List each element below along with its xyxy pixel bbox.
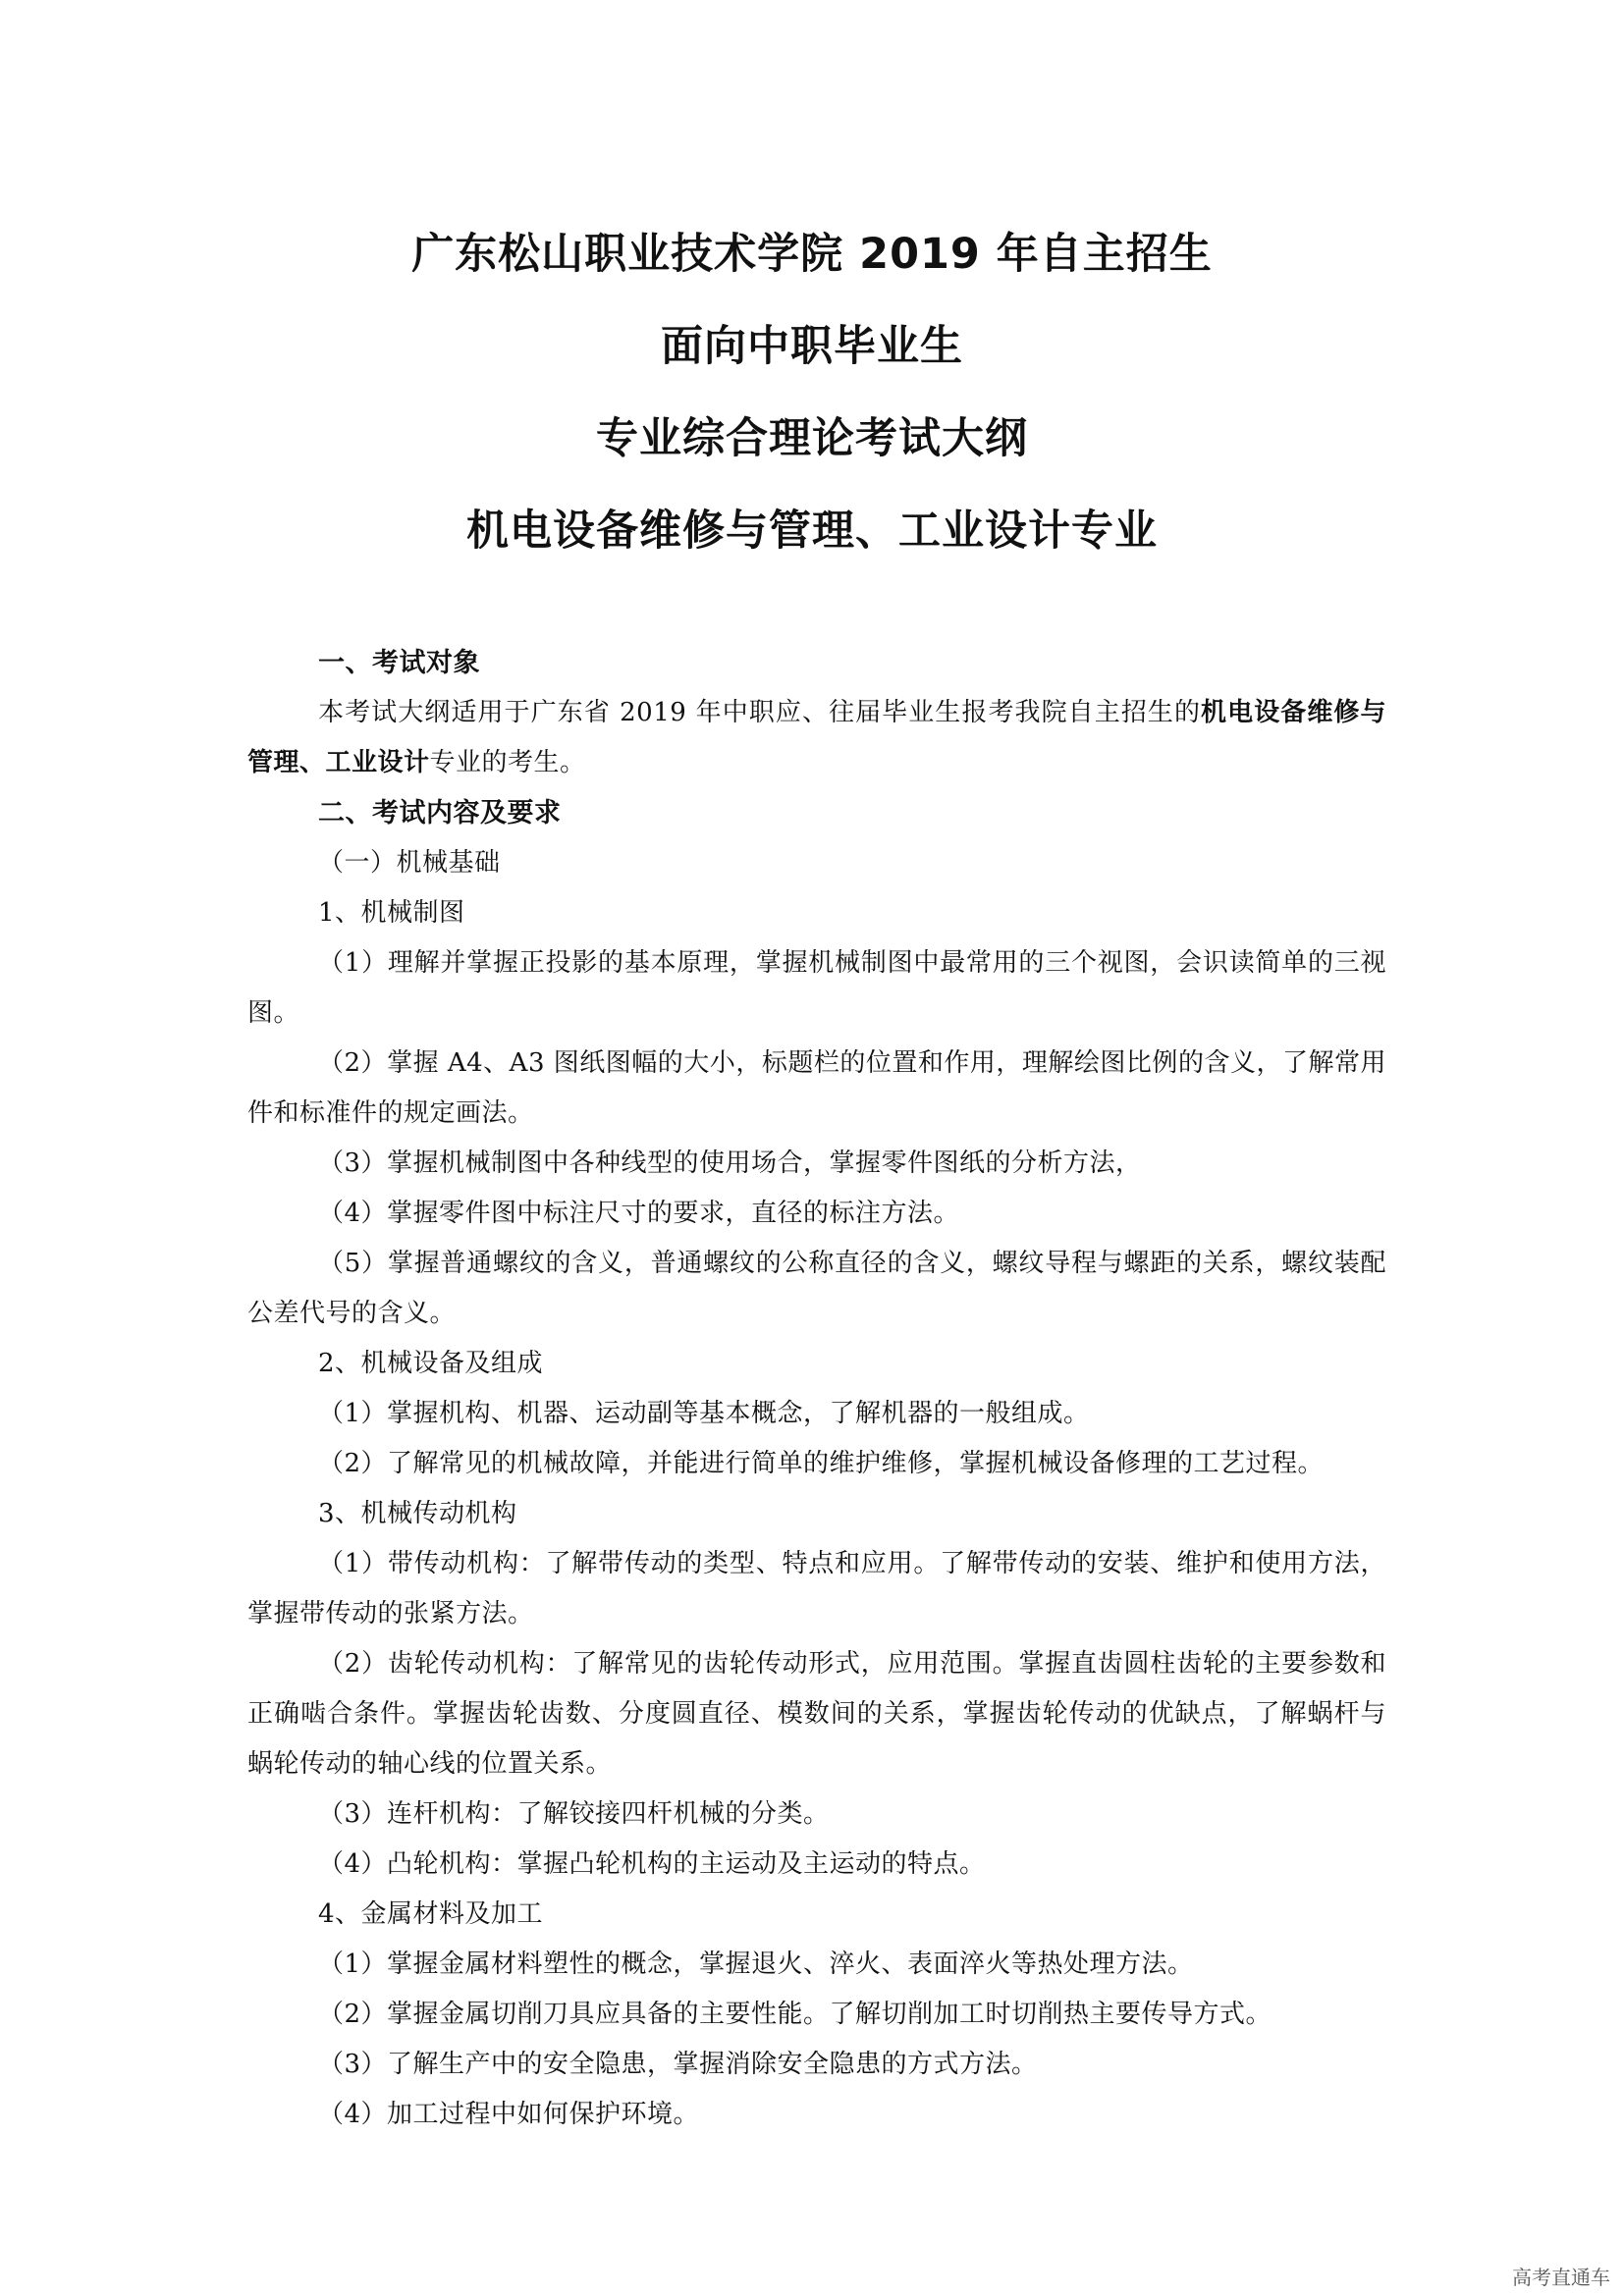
group-title-mechanical-drawing: 1、机械制图 <box>318 898 465 928</box>
list-item: （1）掌握机构、机器、运动副等基本概念，了解机器的一般组成。 <box>318 1399 1090 1428</box>
title-line-majors: 机电设备维修与管理、工业设计专业 <box>466 507 1158 556</box>
group-title-equipment: 2、机械设备及组成 <box>318 1349 544 1378</box>
exam-target-text-start: 本考试大纲适用于广东省 2019 年中职应、往届毕业生报考我院自主招生的 <box>318 698 1202 727</box>
list-item: （2）掌握 A4、A3 图纸图幅的大小，标题栏的位置和作用，理解绘图比例的含义，了解常用件和标准件的规定画法。 <box>247 1048 1386 1128</box>
list-item: （3）连杆机构：了解铰接四杆机械的分类。 <box>318 1799 830 1829</box>
list-item: （3）掌握机械制图中各种线型的使用场合，掌握零件图纸的分析方法， <box>318 1148 1142 1178</box>
section-heading-exam-target: 一、考试对象 <box>318 648 480 678</box>
list-item: （2）掌握金属切削刀具应具备的主要性能。了解切削加工时切削热主要传导方式。 <box>318 2000 1272 2029</box>
list-item: （1）掌握金属材料塑性的概念，掌握退火、淬火、表面淬火等热处理方法。 <box>318 1949 1194 1979</box>
list-item: （5）掌握普通螺纹的含义，普通螺纹的公称直径的含义，螺纹导程与螺距的关系，螺纹装配公差代号的含义。 <box>247 1249 1386 1328</box>
document-title-block <box>0 208 1624 577</box>
watermark: 高考直通车 <box>1512 2266 1610 2289</box>
group-title-transmission: 3、机械传动机构 <box>318 1499 517 1528</box>
title-line-exam: 专业综合理论考试大纲 <box>596 414 1028 463</box>
list-item: （4）掌握零件图中标注尺寸的要求，直径的标注方法。 <box>318 1199 960 1228</box>
section-heading-exam-content: 二、考试内容及要求 <box>318 798 562 828</box>
list-item: （3）了解生产中的安全隐患，掌握消除安全隐患的方式方法。 <box>318 2050 1038 2079</box>
title-line-audience: 面向中职毕业生 <box>661 322 963 371</box>
document-body <box>247 638 1386 2140</box>
exam-target-text-end: 专业的考生。 <box>429 748 586 777</box>
list-item: （4）加工过程中如何保护环境。 <box>318 2100 700 2129</box>
group-title-materials: 4、金属材料及加工 <box>318 1899 544 1929</box>
list-item: （4）凸轮机构：掌握凸轮机构的主运动及主运动的特点。 <box>318 1849 986 1879</box>
title-line-school: 广东松山职业技术学院 2019 年自主招生 <box>411 230 1213 279</box>
exam-target-majors-bold: 机电设备维修与管理、工业设计 <box>247 698 1386 777</box>
subheading-mechanical-basics: （一）机械基础 <box>318 848 501 878</box>
list-item: （2）齿轮传动机构：了解常见的齿轮传动形式，应用范围。掌握直齿圆柱齿轮的主要参数和正确啮合条件。掌握齿轮齿数、分度圆直径、模数间的关系，掌握齿轮传动的优缺点，了解蜗杆与蜗轮传动的轴心线的位置关系。 <box>247 1649 1386 1779</box>
list-item: （1）带传动机构：了解带传动的类型、特点和应用。了解带传动的安装、维护和使用方法，掌握带传动的张紧方法。 <box>247 1549 1386 1629</box>
list-item: （2）了解常见的机械故障，并能进行简单的维护维修，掌握机械设备修理的工艺过程。 <box>318 1449 1325 1478</box>
paragraph-exam-target <box>247 688 1386 788</box>
list-item: （1）理解并掌握正投影的基本原理，掌握机械制图中最常用的三个视图，会识读简单的三视图。 <box>247 948 1386 1028</box>
